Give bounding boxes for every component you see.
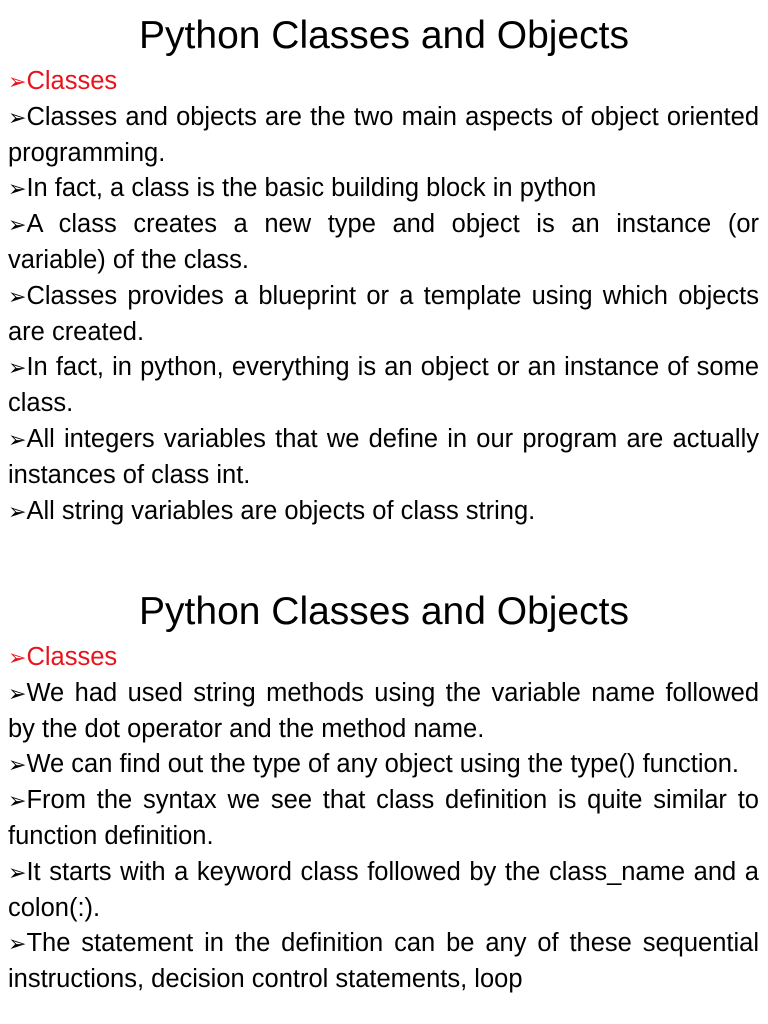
arrow-bullet-icon: ➢ [8, 931, 27, 957]
slide-2 [0, 576, 768, 1024]
arrow-bullet-icon: ➢ [8, 355, 27, 381]
arrow-bullet-icon: ➢ [8, 859, 27, 885]
arrow-bullet-icon: ➢ [8, 104, 27, 130]
bullet-item: ➢All string variables are objects of class string. [8, 496, 536, 525]
bullet-list [0, 64, 768, 529]
bullet-item: ➢Classes [8, 643, 118, 671]
bullet-list [0, 640, 768, 998]
bullet-item: ➢All integers variables that we define in our program are actually instances of class int. [8, 424, 759, 489]
arrow-bullet-icon: ➢ [8, 498, 27, 524]
arrow-bullet-icon: ➢ [8, 426, 27, 452]
bullet-item: ➢We can find out the type of any object using the type() function. [8, 750, 739, 779]
bullet-item: ➢A class creates a new type and object is an instance (or variable) of the class. [8, 210, 759, 274]
bullet-item: ➢Classes provides a blueprint or a template using which objects are created. [8, 281, 759, 346]
arrow-bullet-icon: ➢ [8, 69, 27, 94]
arrow-bullet-icon: ➢ [8, 176, 27, 202]
arrow-bullet-icon: ➢ [8, 680, 27, 706]
bullet-item: ➢In fact, in python, everything is an object or an instance of some class. [8, 353, 759, 418]
arrow-bullet-icon: ➢ [8, 752, 27, 778]
arrow-bullet-icon: ➢ [8, 212, 27, 238]
slide-title: Python Classes and Objects [139, 14, 629, 57]
bullet-item: ➢The statement in the definition can be any of these sequential instructions, decision control statements, loop [8, 929, 759, 994]
bullet-item: ➢In fact, a class is the basic building block in python [8, 174, 597, 203]
arrow-bullet-icon: ➢ [8, 283, 27, 309]
bullet-item: ➢From the syntax we see that class definition is quite similar to function definition. [8, 786, 759, 850]
bullet-item: ➢We had used string methods using the variable name followed by the dot operator and the method name. [8, 678, 759, 743]
bullet-item: ➢Classes [8, 67, 118, 95]
bullet-item: ➢Classes and objects are the two main aspects of object oriented programming. [8, 102, 759, 167]
arrow-bullet-icon: ➢ [8, 645, 27, 670]
slide-title: Python Classes and Objects [139, 590, 629, 633]
arrow-bullet-icon: ➢ [8, 788, 27, 814]
bullet-item: ➢It starts with a keyword class followed by the class_name and a colon(:). [8, 857, 759, 922]
